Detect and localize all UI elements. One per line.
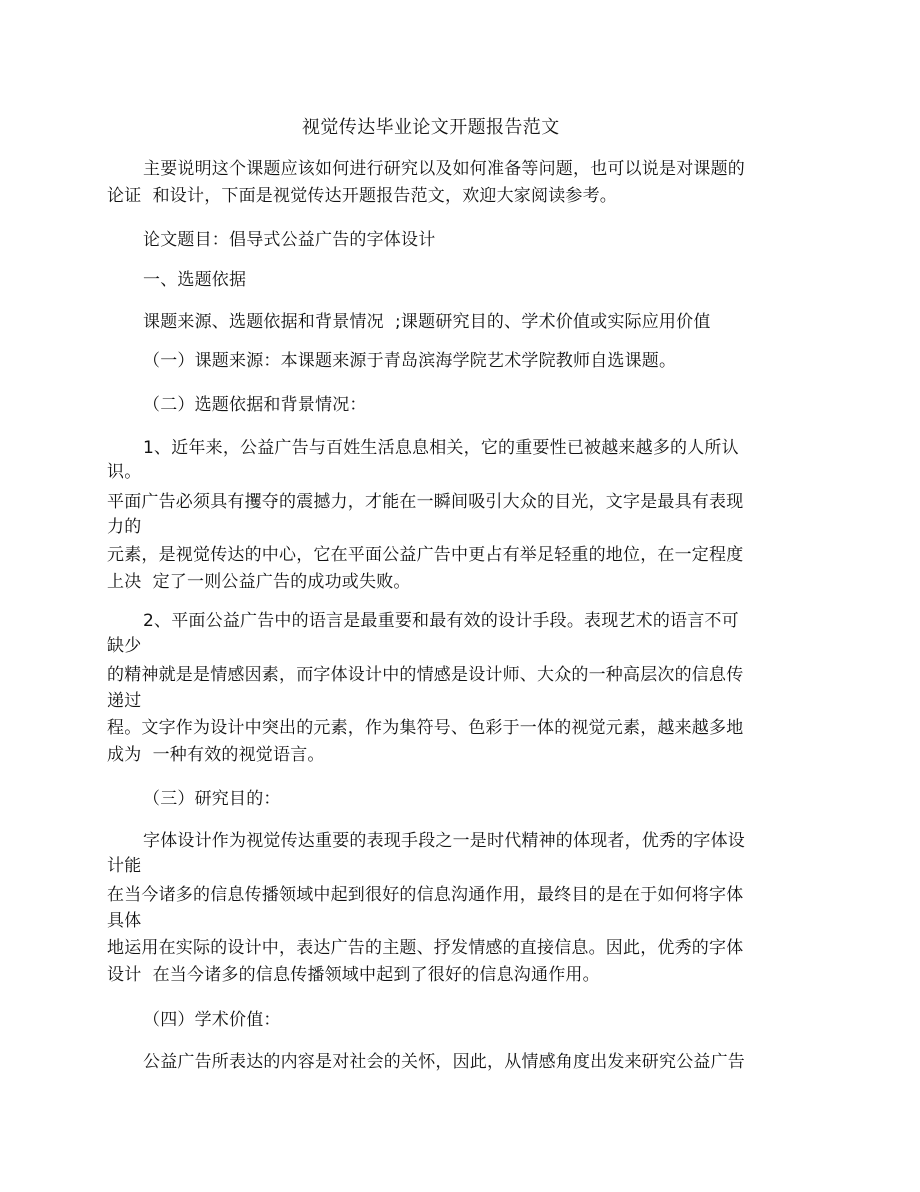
paragraph-3-line-1: 字体设计作为视觉传达重要的表现手段之一是时代精神的体现者，优秀的字体设 [143, 831, 745, 851]
paragraph-1-line-3: 平面广告必须具有攫夺的震撼力，才能在一瞬间吸引大众的目光，文字是最具有表现 [107, 492, 744, 512]
part-4-heading: （四）学术价值： [143, 1010, 281, 1030]
part-2-heading: （二）选题依据和背景情况： [143, 395, 367, 415]
paragraph-1-line-5: 元素，是视觉传达的中心，它在平面公益广告中更占有举足轻重的地位，在一定程度 [107, 545, 744, 565]
paragraph-2-line-5: 程。文字作为设计中突出的元素，作为集符号、色彩于一体的视觉元素，越来越多地 [107, 718, 744, 738]
paragraph-2-line-2: 缺少 [107, 636, 142, 656]
paragraph-3-line-6: 设计 在当今诸多的信息传播领域中起到了很好的信息沟通作用。 [107, 965, 600, 985]
paragraph-2-line-4: 递过 [107, 691, 142, 711]
paragraph-4-line-1: 公益广告所表达的内容是对社会的关怀，因此，从情感角度出发来研究公益广告 [143, 1052, 745, 1072]
paragraph-3-line-3: 在当今诸多的信息传播领域中起到很好的信息沟通作用，最终目的是在于如何将字体 [107, 885, 744, 905]
paragraph-1-line-1: 1、近年来，公益广告与百姓生活息息相关，它的重要性已被越来越多的人所认 [143, 438, 739, 458]
paragraph-2-line-6: 成为 一种有效的视觉语言。 [107, 745, 325, 765]
paragraph-3-line-5: 地运用在实际的设计中，表达广告的主题、抒发情感的直接信息。因此，优秀的字体 [107, 938, 744, 958]
part-1-source: （一）课题来源：本课题来源于青岛滨海学院艺术学院教师自选课题。 [143, 351, 677, 371]
intro-line-1: 主要说明这个课题应该如何进行研究以及如何准备等问题，也可以说是对课题的 [143, 159, 745, 179]
paragraph-1-line-2: 识。 [107, 462, 142, 482]
paragraph-2-line-3: 的精神就是是情感因素，而字体设计中的情感是设计师、大众的一种高层次的信息传 [107, 665, 744, 685]
intro-line-2: 论证 和设计，下面是视觉传达开题报告范文，欢迎大家阅读参考。 [107, 186, 618, 206]
paragraph-3-line-2: 计能 [107, 856, 142, 876]
paragraph-3-line-4: 具体 [107, 911, 142, 931]
thesis-title: 论文题目：倡导式公益广告的字体设计 [143, 230, 436, 250]
paragraph-2-line-1: 2、平面公益广告中的语言是最重要和最有效的设计手段。表现艺术的语言不可 [143, 611, 739, 631]
section-heading-1: 一、选题依据 [143, 270, 247, 290]
section-subheading: 课题来源、选题依据和背景情况 ;课题研究目的、学术价值或实际应用价值 [143, 312, 711, 332]
document-title: 视觉传达毕业论文开题报告范文 [302, 117, 560, 138]
part-3-heading: （三）研究目的： [143, 789, 281, 809]
paragraph-1-line-4: 力的 [107, 517, 142, 537]
paragraph-1-line-6: 上决 定了一则公益广告的成功或失败。 [107, 572, 411, 592]
